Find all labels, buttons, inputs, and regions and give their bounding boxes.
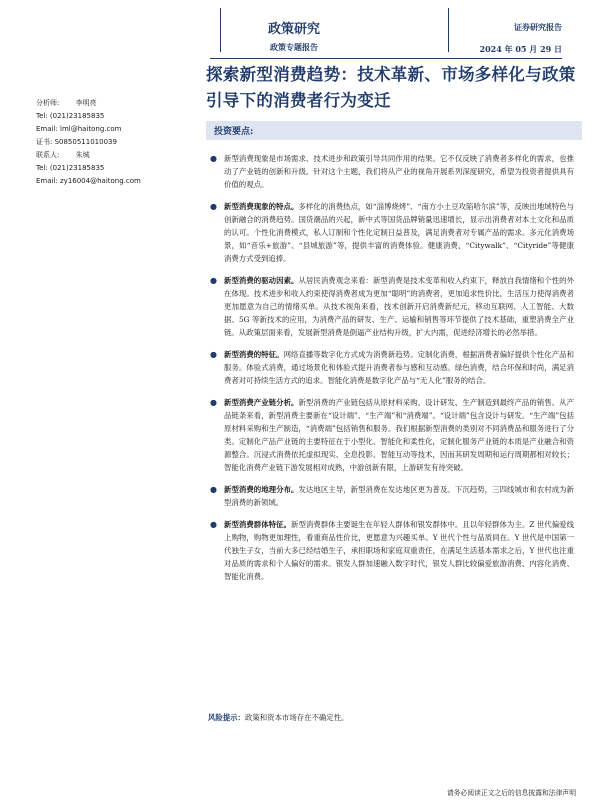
bullet-icon: ● (210, 398, 217, 407)
key-point-item (208, 200, 574, 265)
header-title: 政策研究 (268, 22, 321, 37)
key-point-text: 发达地区主导，新型消费在发达地区更为普及。下沉趋势，三四线城市和农村成为新型消费的新领域。 (224, 485, 574, 507)
key-point-lead: 新型消费群体特征。 (224, 520, 292, 529)
key-point-text: 多样化的消费热点，如“淄博烧烤”、“南方小土豆攻陷哈尔滨”等，反映出地域特色与创新融合的消费趋势。国货潮品的兴起，新中式等国货品牌销量迅速增长，显示出消费者对本土文化和品质的认可。个性化消费模式，私人订制和个性化定制日益普及，满足消费者对专属产品的需求。多元化消费场景，如“音乐+旅游”、“县城旅游”等，提供丰富的消费体验。健康消费，“Citywalk”、“Cityride”等健康消费方式受到追捧。 (224, 202, 574, 263)
bullet-icon: ● (210, 520, 217, 529)
key-points-list (208, 152, 574, 592)
key-point-text: 新型消费群体主要诞生在年轻人群体和银发群体中。且以年轻群体为主。Z 世代偏爱线上购物，购物更加理性，看重商品性价比，更愿意为兴趣买单。Y 世代个性与品质同在。Y 世代是中国第一代独生子女，当前大多已经结婚生子，承担职场和家庭双重责任，在满足生活基本需求之后，Y 世代也注重对品质的需求和个人偏好的需求。银发人群加速融入数字时代，银发人群比较偏爱旅游消费、内容化消费、智能化消费。 (224, 520, 574, 581)
key-point-item (208, 483, 574, 509)
report-date: 2024 年 05 月 29 日 (479, 44, 562, 54)
bullet-icon: ● (210, 154, 217, 163)
report-type: 证券研究报告 (514, 22, 562, 32)
key-point-item (208, 348, 574, 387)
contact-tel: Tel: (021)23185835 (36, 164, 105, 172)
key-points-label: 投资要点: (214, 127, 254, 137)
risk-text: 政策和资本市场存在不确定性。 (244, 713, 349, 722)
contact-email[interactable]: Email: zy16004@haitong.com (36, 177, 141, 185)
key-point-item (208, 396, 574, 474)
bullet-icon: ● (210, 276, 217, 285)
key-point-lead: 新型消费的地理分布。 (224, 485, 299, 494)
contact-role: 联系人: (36, 151, 60, 159)
key-point-item (208, 152, 574, 191)
risk-warning (208, 711, 568, 724)
key-point-text: 网络直播等数字化方式成为消费新趋势。定制化消费，根据消费者偏好提供个性化产品和服务。体验式消费，通过场景化和体验式提升消费者参与感和互动感。绿色消费，结合环保和时尚，满足消费者对可持续生活方式的追求。智能化消费是数字化产品与“无人化”服务的结合。 (224, 350, 574, 385)
bullet-icon: ● (210, 485, 217, 494)
key-point-item (208, 274, 574, 339)
contact-name-row (36, 149, 206, 162)
header-rule (210, 58, 562, 59)
header-divider-right (448, 8, 449, 52)
key-point-lead: 新型消费产业链分析。 (224, 398, 299, 407)
header-divider-left (220, 8, 221, 52)
key-point-lead: 新型消费的特征。 (224, 350, 284, 359)
analyst-info (36, 97, 206, 188)
key-point-text: 从居民消费观念来看：新型消费是技术变革和收入约束下，释放自我情绪和个性的外在体现。技术进步和收入约束使得消费者成为更加“聪明”的消费者，更加追求性价比，生活压力使得消费者更加愿意为自己的情绪买单。从技术视角来看，技术创新开启消费新纪元，移动互联网、人工智能、大数据、5G 等新技术的应用，为消费产品的研发、生产、运输和销售等环节提供了技术基础，重塑消费全产业链。从政策层面来看，发展新型消费是倒逼产业结构升级，扩大内需，促进经济增长的必然举措。 (224, 276, 574, 337)
key-point-text: 新型消费的产业链包括从原材料采购、设计研发、生产制造到最终产品的销售。从产品链条来看，新型消费主要新在“设计端”、“生产端”和“消费端”。“设计端”包含设计与研发。“生产端”包括原材料采购和生产制造，“消费端”包括销售和服务。我们根据新型消费的类别对不同消费品和服务进行了分类。定制化产品产业链的主要特征在于小型化、智能化和柔性化，定制化服务产业链的本质是产业融合和资源整合。沉浸式消费依托虚拟现实、全息投影、智能互动等技术，因而其研发周期和运行周期都相对较长；智能化消费产业链下游发展相对成熟，中游创新有限，上游研发有待突破。 (224, 398, 574, 472)
analyst-tel: Tel: (021)23185835 (36, 112, 105, 120)
analyst-cert: 证书: S0850511010039 (36, 138, 117, 146)
bullet-icon: ● (210, 202, 217, 211)
footer-disclaimer: 请务必阅读正文之后的信息披露和法律声明 (446, 789, 576, 797)
analyst-name: 李明亮 (75, 99, 97, 107)
key-points-bar (206, 121, 582, 140)
risk-label: 风险提示： (208, 713, 245, 722)
header-subtitle: 政策专题报告 (270, 42, 318, 52)
key-point-lead: 新型消费现象的特点。 (224, 202, 299, 211)
contact-name: 朱城 (75, 151, 90, 159)
key-point-text: 新型消费现象是市场需求、技术进步和政策引导共同作用的结果。它不仅反映了消费者多样化的需求，也推动了产业链的创新和升级。针对这个主题，我们将从产业的视角开展系列深度研究，希望为投资者提供具有价值的观点。 (224, 154, 574, 189)
report-title: 探索新型消费趋势：技术革新、市场多样化与政策引导下的消费者行为变迁 (206, 65, 576, 110)
analyst-role: 分析师: (36, 99, 60, 107)
analyst-1-name-row (36, 97, 206, 110)
key-point-item (208, 518, 574, 583)
bullet-icon: ● (210, 350, 217, 359)
key-point-lead: 新型消费的驱动因素。 (224, 276, 299, 285)
analyst-email[interactable]: Email: lml@haitong.com (36, 125, 122, 133)
